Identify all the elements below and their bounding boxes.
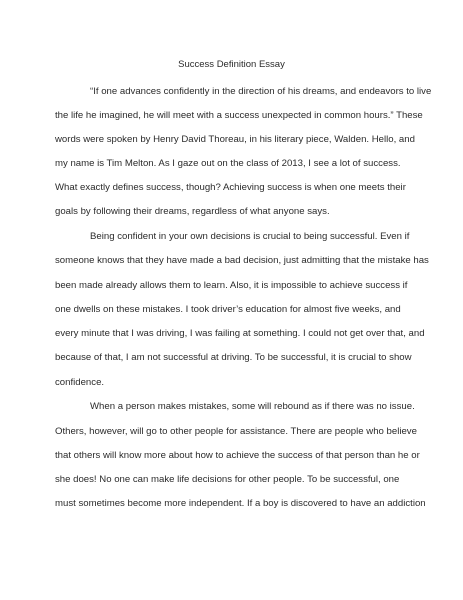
essay-title: Success Definition Essay (178, 59, 285, 70)
essay-line: she does! No one can make life decisions for other people. To be successful, one (55, 474, 400, 485)
essay-line: confidence. (55, 377, 105, 388)
essay-line: Others, however, will go to other people for assistance. There are people who believe (55, 426, 417, 437)
essay-line: “If one advances confidently in the direction of his dreams, and endeavors to live (90, 86, 432, 97)
essay-line: the life he imagined, he will meet with a success unexpected in common hours.” These (55, 110, 423, 121)
essay-line: Being confident in your own decisions is crucial to being successful. Even if (90, 231, 410, 242)
essay-line: When a person makes mistakes, some will rebound as if there was no issue. (90, 401, 415, 412)
essay-line: What exactly defines success, though? Achieving success is when one meets their (55, 182, 406, 193)
essay-line: someone knows that they have made a bad decision, just admitting that the mistake has (55, 255, 429, 266)
essay-line: every minute that I was driving, I was failing at something. I could not get over that, and (55, 328, 425, 339)
essay-line: because of that, I am not successful at driving. To be successful, it is crucial to show (55, 352, 412, 363)
essay-line: goals by following their dreams, regardless of what anyone says. (55, 206, 330, 217)
essay-line: must sometimes become more independent. If a boy is discovered to have an addiction (55, 498, 426, 509)
essay-line: that others will know more about how to achieve the success of that person than he or (55, 450, 420, 461)
essay-line: my name is Tim Melton. As I gaze out on the class of 2013, I see a lot of success. (55, 158, 401, 169)
essay-line: been made already allows them to learn. Also, it is impossible to achieve success if (55, 280, 408, 291)
essay-line: one dwells on these mistakes. I took driver’s education for almost five weeks, and (55, 304, 401, 315)
essay-line: words were spoken by Henry David Thoreau, in his literary piece, Walden. Hello, and (55, 134, 415, 145)
